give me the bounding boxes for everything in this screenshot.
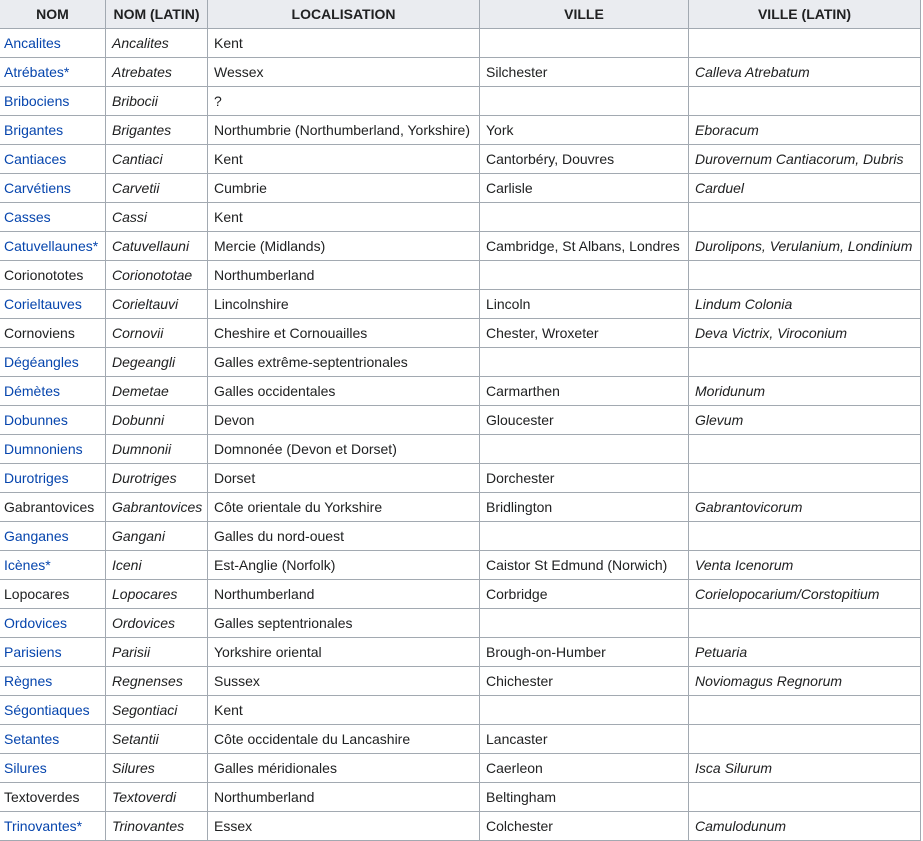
cell-ville-latin: [689, 696, 921, 725]
cell-nom-latin: Degeangli: [106, 348, 208, 377]
table-row: [0, 406, 921, 435]
cell-ville: Chichester: [480, 667, 689, 696]
cell-ville: Brough-on-Humber: [480, 638, 689, 667]
cell-ville-latin: Venta Icenorum: [689, 551, 921, 580]
table-row: [0, 232, 921, 261]
tribe-name-link[interactable]: Parisiens: [4, 644, 62, 660]
cell-ville: [480, 348, 689, 377]
cell-ville-latin: [689, 435, 921, 464]
cell-nom: [0, 348, 106, 377]
table-row: [0, 580, 921, 609]
cell-ville-latin: [689, 203, 921, 232]
cell-localisation: Côte orientale du Yorkshire: [208, 493, 480, 522]
cell-ville: Caistor St Edmund (Norwich): [480, 551, 689, 580]
table-row: [0, 551, 921, 580]
cell-nom-latin: Corionototae: [106, 261, 208, 290]
table-row: [0, 522, 921, 551]
cell-ville-latin: [689, 464, 921, 493]
cell-localisation: ?: [208, 87, 480, 116]
table-row: [0, 203, 921, 232]
cell-localisation: Côte occidentale du Lancashire: [208, 725, 480, 754]
cell-localisation: Dorset: [208, 464, 480, 493]
table-row: [0, 464, 921, 493]
cell-ville-latin: [689, 725, 921, 754]
cell-ville-latin: [689, 522, 921, 551]
cell-nom: [0, 696, 106, 725]
cell-nom: [0, 551, 106, 580]
cell-nom-latin: Carvetii: [106, 174, 208, 203]
cell-nom-latin: Demetae: [106, 377, 208, 406]
cell-localisation: Sussex: [208, 667, 480, 696]
table-row: [0, 493, 921, 522]
column-header-localisation[interactable]: LOCALISATION: [208, 0, 480, 29]
tribe-name-link[interactable]: Carvétiens: [4, 180, 71, 196]
tribe-name-link[interactable]: Dégéangles: [4, 354, 79, 370]
cell-nom: [0, 116, 106, 145]
cell-ville: [480, 696, 689, 725]
cell-localisation: Northumberland: [208, 783, 480, 812]
cell-localisation: Cheshire et Cornouailles: [208, 319, 480, 348]
cell-localisation: Wessex: [208, 58, 480, 87]
column-header-ville-latin[interactable]: VILLE (LATIN): [689, 0, 921, 29]
table-row: [0, 348, 921, 377]
table-row: [0, 145, 921, 174]
cell-localisation: Northumberland: [208, 580, 480, 609]
tribe-name-link[interactable]: Trinovantes*: [4, 818, 83, 834]
cell-localisation: Mercie (Midlands): [208, 232, 480, 261]
column-header-nom[interactable]: NOM: [0, 0, 106, 29]
cell-ville: Caerleon: [480, 754, 689, 783]
cell-nom: [0, 609, 106, 638]
table-row: [0, 754, 921, 783]
cell-ville-latin: Eboracum: [689, 116, 921, 145]
cell-ville-latin: [689, 348, 921, 377]
cell-nom-latin: Regnenses: [106, 667, 208, 696]
tribe-name-link[interactable]: Brigantes: [4, 122, 64, 138]
cell-ville: [480, 609, 689, 638]
tribe-name-link[interactable]: Silures: [4, 760, 47, 776]
cell-ville: Cantorbéry, Douvres: [480, 145, 689, 174]
cell-localisation: Cumbrie: [208, 174, 480, 203]
cell-ville: Carmarthen: [480, 377, 689, 406]
cell-nom: [0, 319, 106, 348]
cell-nom: [0, 754, 106, 783]
cell-ville-latin: Glevum: [689, 406, 921, 435]
cell-localisation: Kent: [208, 696, 480, 725]
cell-nom: [0, 232, 106, 261]
cell-ville-latin: Gabrantovicorum: [689, 493, 921, 522]
cell-nom-latin: Corieltauvi: [106, 290, 208, 319]
cell-nom-latin: Dobunni: [106, 406, 208, 435]
cell-nom-latin: Parisii: [106, 638, 208, 667]
cell-ville: Silchester: [480, 58, 689, 87]
tribe-name: Gabrantovices: [4, 499, 95, 515]
cell-localisation: Lincolnshire: [208, 290, 480, 319]
cell-nom-latin: Cornovii: [106, 319, 208, 348]
cell-nom-latin: Setantii: [106, 725, 208, 754]
cell-nom: [0, 406, 106, 435]
cell-nom: [0, 290, 106, 319]
cell-nom-latin: Cantiaci: [106, 145, 208, 174]
column-header-nom-latin[interactable]: NOM (LATIN): [106, 0, 208, 29]
cell-nom-latin: Cassi: [106, 203, 208, 232]
cell-nom: [0, 522, 106, 551]
table-row: [0, 87, 921, 116]
tribe-name-link[interactable]: Bribociens: [4, 93, 70, 109]
table-row: [0, 377, 921, 406]
cell-ville: Gloucester: [480, 406, 689, 435]
cell-nom: [0, 580, 106, 609]
cell-nom-latin: Iceni: [106, 551, 208, 580]
cell-nom-latin: Atrebates: [106, 58, 208, 87]
cell-ville: [480, 29, 689, 58]
cell-nom: [0, 29, 106, 58]
cell-nom-latin: Catuvellauni: [106, 232, 208, 261]
cell-nom: [0, 435, 106, 464]
cell-ville-latin: Durovernum Cantiacorum, Dubris: [689, 145, 921, 174]
table-row: [0, 638, 921, 667]
tribe-name-link[interactable]: Icènes*: [4, 557, 51, 573]
cell-localisation: Galles méridionales: [208, 754, 480, 783]
table-row: [0, 290, 921, 319]
cell-ville-latin: [689, 261, 921, 290]
cell-nom: [0, 725, 106, 754]
cell-nom: [0, 783, 106, 812]
table-row: [0, 319, 921, 348]
cell-ville-latin: [689, 609, 921, 638]
tribe-name-link[interactable]: Ancalites: [4, 35, 61, 51]
cell-nom-latin: Ordovices: [106, 609, 208, 638]
cell-nom-latin: Brigantes: [106, 116, 208, 145]
table-row: [0, 116, 921, 145]
tribe-name-link[interactable]: Démètes: [4, 383, 61, 399]
cell-nom-latin: Ancalites: [106, 29, 208, 58]
cell-nom-latin: Dumnonii: [106, 435, 208, 464]
cell-ville-latin: Petuaria: [689, 638, 921, 667]
cell-nom-latin: Silures: [106, 754, 208, 783]
tribe-name-link[interactable]: Dumnoniens: [4, 441, 83, 457]
cell-ville: Cambridge, St Albans, Londres: [480, 232, 689, 261]
cell-ville: Lincoln: [480, 290, 689, 319]
table-row: [0, 174, 921, 203]
cell-nom: [0, 638, 106, 667]
cell-localisation: Domnonée (Devon et Dorset): [208, 435, 480, 464]
cell-localisation: Galles du nord-ouest: [208, 522, 480, 551]
cell-nom-latin: Trinovantes: [106, 812, 208, 841]
cell-ville: Colchester: [480, 812, 689, 841]
cell-nom: [0, 58, 106, 87]
cell-localisation: Devon: [208, 406, 480, 435]
cell-ville-latin: Noviomagus Regnorum: [689, 667, 921, 696]
cell-ville-latin: [689, 87, 921, 116]
cell-ville-latin: Isca Silurum: [689, 754, 921, 783]
cell-nom: [0, 812, 106, 841]
cell-ville-latin: Moridunum: [689, 377, 921, 406]
tribe-name-link[interactable]: Setantes: [4, 731, 60, 747]
cell-localisation: Galles septentrionales: [208, 609, 480, 638]
cell-localisation: Galles occidentales: [208, 377, 480, 406]
cell-ville: Carlisle: [480, 174, 689, 203]
cell-localisation: Est-Anglie (Norfolk): [208, 551, 480, 580]
cell-nom: [0, 145, 106, 174]
cell-nom: [0, 261, 106, 290]
cell-ville: Beltingham: [480, 783, 689, 812]
table-row: [0, 667, 921, 696]
cell-localisation: Kent: [208, 29, 480, 58]
cell-nom: [0, 493, 106, 522]
cell-ville-latin: Camulodunum: [689, 812, 921, 841]
cell-localisation: Kent: [208, 145, 480, 174]
cell-nom-latin: Textoverdi: [106, 783, 208, 812]
cell-localisation: Kent: [208, 203, 480, 232]
cell-ville: Corbridge: [480, 580, 689, 609]
cell-nom: [0, 174, 106, 203]
tribe-name-link[interactable]: Durotriges: [4, 470, 69, 486]
cell-ville-latin: Carduel: [689, 174, 921, 203]
tribe-name-link[interactable]: Ganganes: [4, 528, 69, 544]
tribe-name-link[interactable]: Cantiaces: [4, 151, 67, 167]
cell-nom: [0, 464, 106, 493]
cell-ville-latin: Calleva Atrebatum: [689, 58, 921, 87]
cell-ville: York: [480, 116, 689, 145]
tribe-name-link[interactable]: Corieltauves: [4, 296, 82, 312]
tribe-name: Corionototes: [4, 267, 84, 283]
tribe-name-link[interactable]: Casses: [4, 209, 51, 225]
table-row: [0, 609, 921, 638]
cell-nom-latin: Gabrantovices: [106, 493, 208, 522]
cell-ville-latin: [689, 29, 921, 58]
cell-ville: [480, 261, 689, 290]
tribe-name: Textoverdes: [4, 789, 80, 805]
cell-nom: [0, 87, 106, 116]
table-row: [0, 435, 921, 464]
cell-ville-latin: Lindum Colonia: [689, 290, 921, 319]
cell-nom-latin: Gangani: [106, 522, 208, 551]
table-body: [0, 29, 921, 841]
table-row: [0, 58, 921, 87]
cell-localisation: Northumberland: [208, 261, 480, 290]
tribe-name-link[interactable]: Ordovices: [4, 615, 68, 631]
header-row: [0, 0, 921, 29]
table-row: [0, 725, 921, 754]
cell-ville: [480, 87, 689, 116]
cell-localisation: Galles extrême-septentrionales: [208, 348, 480, 377]
table-row: [0, 812, 921, 841]
tribe-name-link[interactable]: Catuvellaunes*: [4, 238, 99, 254]
tribe-name-link[interactable]: Ségontiaques: [4, 702, 90, 718]
column-header-ville[interactable]: VILLE: [480, 0, 689, 29]
cell-nom-latin: Segontiaci: [106, 696, 208, 725]
tribe-name-link[interactable]: Dobunnes: [4, 412, 68, 428]
cell-ville-latin: Durolipons, Verulanium, Londinium: [689, 232, 921, 261]
cell-ville: [480, 203, 689, 232]
cell-ville: Chester, Wroxeter: [480, 319, 689, 348]
cell-nom-latin: Bribocii: [106, 87, 208, 116]
cell-ville: [480, 435, 689, 464]
tribe-name: Lopocares: [4, 586, 70, 602]
cell-nom-latin: Durotriges: [106, 464, 208, 493]
table-row: [0, 261, 921, 290]
table-row: [0, 696, 921, 725]
cell-localisation: Northumbrie (Northumberland, Yorkshire): [208, 116, 480, 145]
cell-ville-latin: Corielopocarium/Corstopitium: [689, 580, 921, 609]
cell-localisation: Yorkshire oriental: [208, 638, 480, 667]
tribe-name-link[interactable]: Règnes: [4, 673, 53, 689]
cell-nom-latin: Lopocares: [106, 580, 208, 609]
table-row: [0, 783, 921, 812]
cell-ville-latin: Deva Victrix, Viroconium: [689, 319, 921, 348]
cell-localisation: Essex: [208, 812, 480, 841]
cell-ville-latin: [689, 783, 921, 812]
table-row: [0, 29, 921, 58]
cell-nom: [0, 377, 106, 406]
cell-nom: [0, 203, 106, 232]
cell-nom: [0, 667, 106, 696]
cell-ville: Lancaster: [480, 725, 689, 754]
cell-ville: Dorchester: [480, 464, 689, 493]
tribe-name-link[interactable]: Atrébates*: [4, 64, 70, 80]
tribe-name: Cornoviens: [4, 325, 75, 341]
cell-ville: [480, 522, 689, 551]
cell-ville: Bridlington: [480, 493, 689, 522]
